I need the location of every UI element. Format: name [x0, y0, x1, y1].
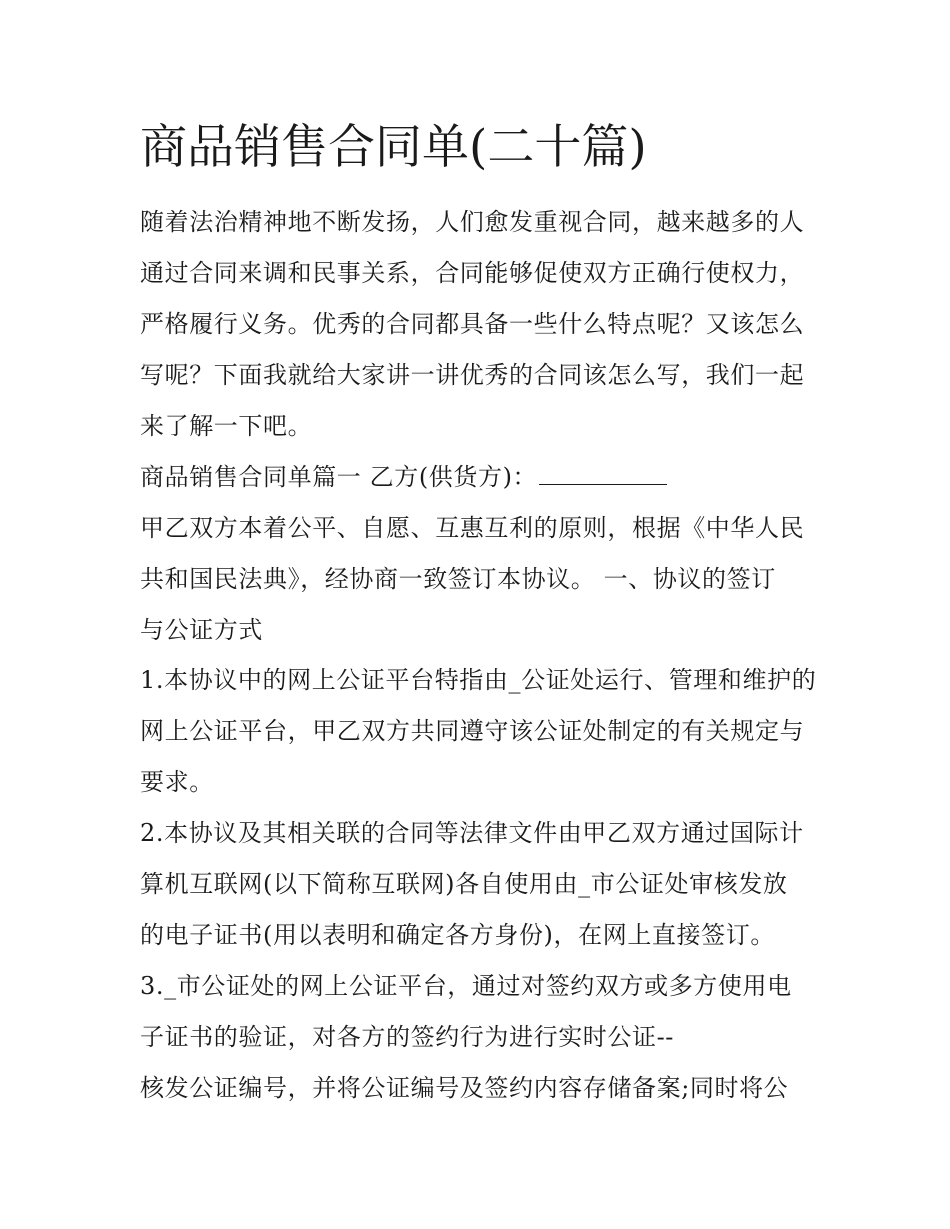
- body-line: 3._市公证处的网上公证平台，通过对签约双方或多方使用电: [140, 972, 792, 1000]
- body-line: 严格履行义务。优秀的合同都具备一些什么特点呢？又该怎么: [140, 310, 805, 338]
- body-line: 来了解一下吧。: [140, 412, 313, 440]
- fill-in-blank: [539, 464, 667, 485]
- body-line: 与公证方式: [140, 616, 263, 644]
- body-line: 的电子证书(用以表明和确定各方身份)，在网上直接签订。: [140, 921, 775, 949]
- body-line: 通过合同来调和民事关系，合同能够促使双方正确行使权力，: [140, 259, 805, 287]
- body-line: 2.本协议及其相关联的合同等法律文件由甲乙双方通过国际计: [140, 819, 804, 847]
- body-line: 甲乙双方本着公平、自愿、互惠互利的原则，根据《中华人民: [140, 514, 805, 542]
- body-line: 网上公证平台，甲乙双方共同遵守该公证处制定的有关规定与: [140, 717, 805, 745]
- body-line: 写呢？下面我就给大家讲一讲优秀的合同该怎么写，我们一起: [140, 361, 805, 389]
- body-line: 算机互联网(以下简称互联网)各自使用由_市公证处审核发放: [140, 870, 788, 898]
- body-line: 随着法治精神地不断发扬，人们愈发重视合同，越来越多的人: [140, 208, 805, 236]
- document-title: 商品销售合同单(二十篇): [140, 120, 647, 175]
- body-line: 核发公证编号，并将公证编号及签约内容存储备案;同时将公: [140, 1074, 789, 1102]
- body-line: 1.本协议中的网上公证平台特指由_公证处运行、管理和维护的: [140, 666, 817, 694]
- body-line: 要求。: [140, 768, 214, 796]
- body-line: 共和国民法典》，经协商一致签订本协议。 一、协议的签订: [140, 565, 776, 593]
- contract-heading-text: 商品销售合同单篇一 乙方(供货方)：: [140, 463, 538, 491]
- contract-heading-line: [140, 461, 667, 493]
- body-line: 子证书的验证，对各方的签约行为进行实时公证--: [140, 1023, 675, 1051]
